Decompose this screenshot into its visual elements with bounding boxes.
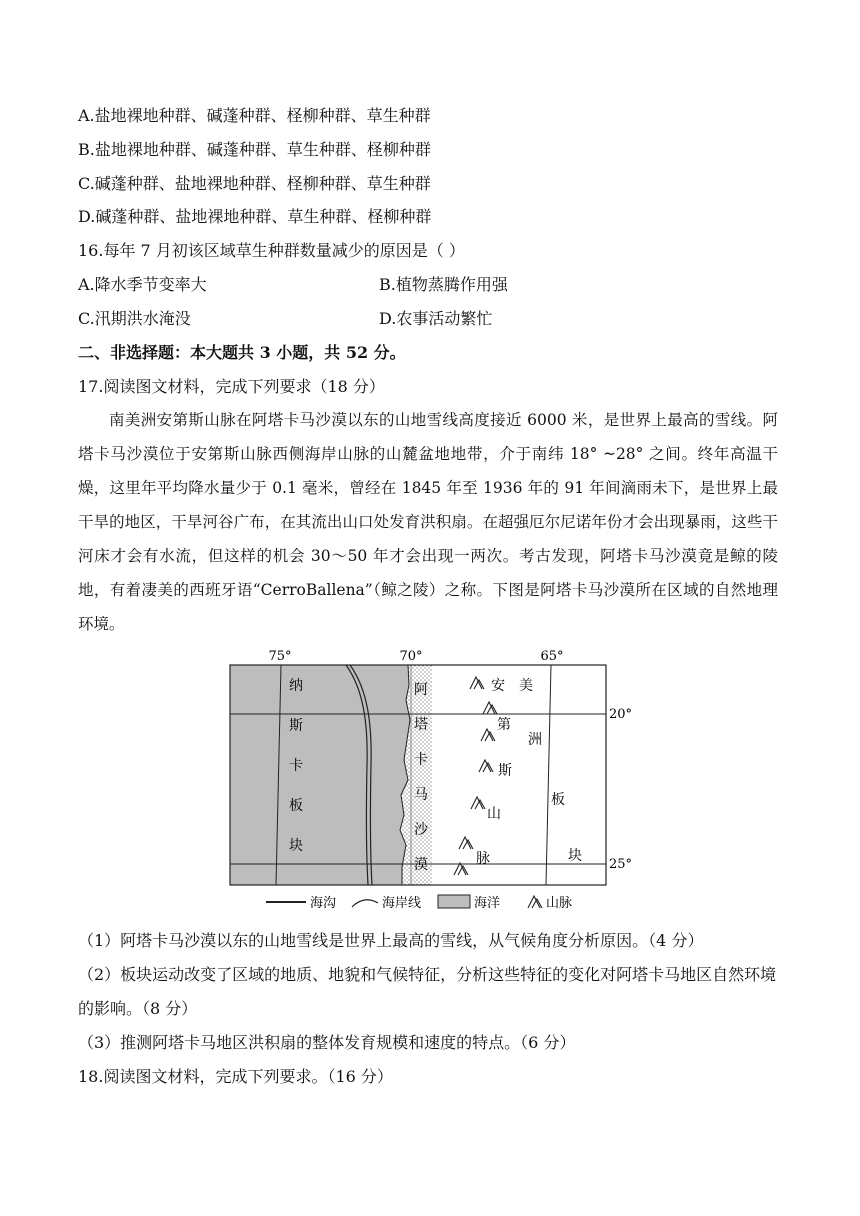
q16-option-b: B.植物蒸腾作用强	[379, 275, 508, 294]
q17-material: 南美洲安第斯山脉在阿塔卡马沙漠以东的山地雪线高度接近 6000 米，是世界上最高的雪线。阿塔卡马沙漠位于安第斯山脉西侧海岸山脉的山麓盆地地带，介于南纬 18° ~28° 之间。终年高温干燥，这里年平均降水量少于 0.1 毫米，曾经在 1845 年至 1936 年的 91 年间滴雨未下，是世界上最干旱的地区，干旱河谷广布，在其流出山口处发育洪积扇。在超强厄尔尼诺年份才会出现暴雨，这些干河床才会有水流，但这样的机会 30～50 年才会出现一两次。考古发现，阿塔卡马沙漠竟是鲸的陵地，有着凄美的西班牙语“CerroBallena”（鲸之陵）之称。下图是阿塔卡马沙漠所在区域的自然地理环境。	[78, 411, 778, 633]
nazca-char: 板	[289, 798, 303, 814]
andes-char: 第	[497, 717, 511, 733]
atacama-map-figure	[226, 645, 633, 915]
mountain-icon	[459, 837, 473, 849]
legend-mountain-label: 山脉	[546, 896, 573, 911]
atacama-char: 漠	[414, 857, 428, 873]
q15-option-b: B.盐地裸地种群、碱蓬种群、草生种群、柽柳种群	[78, 140, 431, 159]
nazca-char: 斯	[289, 718, 303, 734]
andes-char: 斯	[498, 763, 512, 779]
legend-coastline-label: 海岸线	[382, 896, 422, 911]
mountain-icon	[483, 702, 497, 714]
mountain-icon	[470, 677, 484, 689]
section-heading: 二、非选择题：本大题共 3 小题，共 52 分。	[78, 343, 406, 362]
america-char: 板	[551, 792, 565, 808]
legend-mountain-icon	[528, 896, 542, 908]
q17-stem: 17.阅读图文材料，完成下列要求（18 分）	[78, 377, 385, 396]
america-char: 块	[568, 848, 582, 864]
atacama-char: 卡	[414, 752, 428, 768]
q18-stem: 18.阅读图文材料，完成下列要求。（16 分）	[78, 1067, 393, 1086]
legend-ocean-label: 海洋	[474, 896, 501, 911]
q16-stem: 16.每年 7 月初该区域草生种群数量减少的原因是（ ）	[78, 241, 465, 260]
mountain-icon	[471, 797, 485, 809]
q17-sub2: （2）板块运动改变了区域的地质、地貌和气候特征，分析这些特征的变化对阿塔卡马地区自然环境的影响。（8 分）	[78, 965, 777, 1018]
mountain-icon	[481, 729, 495, 741]
atacama-char: 沙	[414, 822, 428, 838]
map-legend	[266, 895, 572, 911]
q16-option-d: D.农事活动繁忙	[379, 309, 493, 328]
q15-option-c: C.碱蓬种群、盐地裸地种群、柽柳种群、草生种群	[78, 174, 431, 193]
mountain-icon	[479, 760, 493, 772]
mountain-icon	[454, 863, 468, 875]
q17-sub1: （1）阿塔卡马沙漠以东的山地雪线是世界上最高的雪线，从气候角度分析原因。（4 分）	[78, 931, 704, 950]
lat-label-20: 20°	[609, 707, 633, 722]
lat-label-25: 25°	[609, 857, 633, 872]
andes-char: 脉	[476, 851, 490, 867]
q16-option-c: C.汛期洪水淹没	[78, 309, 191, 328]
lon-label-65: 65°	[540, 649, 564, 664]
america-char: 美	[519, 678, 533, 694]
lon-label-75: 75°	[268, 649, 292, 664]
atacama-char: 塔	[414, 717, 428, 733]
q17-sub3: （3）推测阿塔卡马地区洪积扇的整体发育规模和速度的特点。（6 分）	[78, 1033, 576, 1052]
nazca-char: 块	[289, 838, 303, 854]
atacama-char: 马	[414, 787, 428, 803]
andes-char: 安	[491, 678, 505, 694]
legend-trench-label: 海沟	[310, 896, 337, 911]
lon-label-70: 70°	[399, 649, 423, 664]
america-char: 洲	[528, 732, 542, 748]
q16-option-a: A.降水季节变率大	[78, 275, 207, 294]
q15-option-a: A.盐地裸地种群、碱蓬种群、柽柳种群、草生种群	[78, 106, 431, 125]
nazca-char: 卡	[289, 758, 303, 774]
nazca-char: 纳	[289, 678, 303, 694]
atacama-char: 阿	[414, 682, 428, 698]
ocean-area	[230, 665, 410, 885]
q15-option-d: D.碱蓬种群、盐地裸地种群、草生种群、柽柳种群	[78, 207, 432, 226]
andes-char: 山	[487, 806, 501, 822]
